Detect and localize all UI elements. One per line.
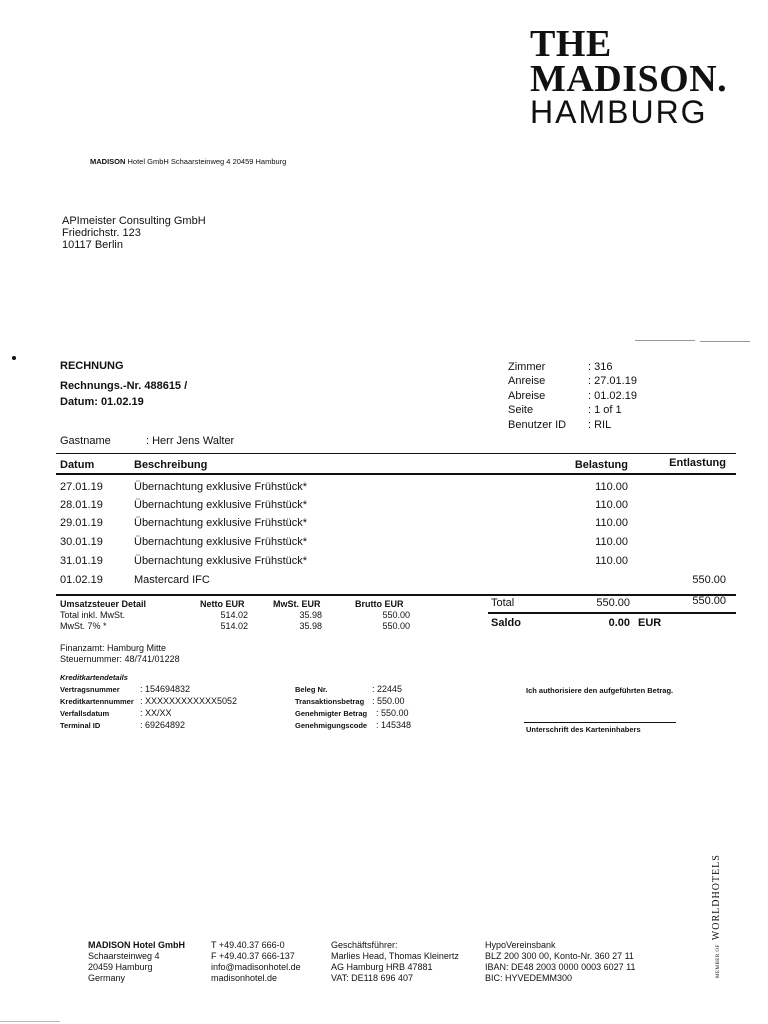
- footer-management-names: Marlies Head, Thomas Kleinertz: [331, 951, 459, 961]
- transaction-amount-value: : 550.00: [372, 696, 405, 706]
- footer-bank-iban: IBAN: DE48 2003 0000 0003 6027 11: [485, 962, 636, 972]
- total-charge: 550.00: [596, 597, 630, 609]
- footer-company-country: Germany: [88, 973, 126, 983]
- row-charge: 110.00: [595, 481, 628, 493]
- recipient-street: Friedrichstr. 123: [62, 227, 141, 239]
- footer-bank-name: HypoVereinsbank: [485, 940, 556, 950]
- table-row: [58, 481, 728, 499]
- card-expiry-label: Verfallsdatum: [60, 709, 110, 718]
- tax-row-net: 514.02: [220, 621, 248, 631]
- tax-row-gross: 550.00: [382, 610, 410, 620]
- guest-value: : Herr Jens Walter: [146, 435, 235, 447]
- worldhotels-mark: [706, 854, 724, 978]
- footer-company-name: MADISON Hotel GmbH: [88, 940, 186, 950]
- row-description: Übernachtung exklusive Frühstück*: [134, 536, 308, 548]
- approval-code-value: : 145348: [376, 720, 412, 730]
- recipient-company: APImeister Consulting GmbH: [62, 215, 206, 227]
- invoice-title: RECHNUNG: [60, 360, 124, 372]
- invoice-date: Datum: 01.02.19: [60, 396, 144, 408]
- footer-bank-bic: BIC: HYVEDEMM300: [485, 973, 573, 983]
- approved-amount-label: Genehmigter Betrag: [295, 709, 368, 718]
- receipt-number-label: Beleg Nr.: [295, 685, 328, 694]
- footer-registry: AG Hamburg HRB 47881: [331, 962, 433, 972]
- card-title: Kreditkartendetails: [60, 673, 128, 682]
- table-row: [58, 517, 728, 535]
- sender-brand: MADISON: [90, 157, 126, 166]
- meta-user-value: : RIL: [588, 419, 612, 431]
- worldhotels-member: MEMBER OF: [716, 944, 721, 978]
- tax-row-gross: 550.00: [382, 621, 410, 631]
- table-row: [58, 536, 728, 554]
- logo-line-the: THE: [530, 23, 612, 65]
- signature-line: [524, 722, 676, 723]
- footer-bank: [485, 940, 635, 984]
- meta-page-value: : 1 of 1: [588, 404, 622, 416]
- approved-amount-value: : 550.00: [376, 708, 409, 718]
- tax-row-vat: 35.98: [299, 621, 322, 631]
- row-charge: 110.00: [595, 499, 628, 511]
- header-date: Datum: [60, 459, 95, 471]
- guest-label: Gastname: [60, 435, 111, 447]
- signature-label: Unterschrift des Karteninhabers: [526, 725, 641, 734]
- meta-arrival-value: : 27.01.19: [588, 375, 637, 387]
- row-date: 01.02.19: [60, 574, 103, 586]
- table-header-rule: [56, 473, 736, 475]
- header-credit: Entlastung: [669, 457, 726, 469]
- row-date: 28.01.19: [60, 499, 103, 511]
- tax-row-label: Total inkl. MwSt.: [60, 610, 126, 620]
- row-date: 30.01.19: [60, 536, 103, 548]
- tax-row-vat: 35.98: [299, 610, 322, 620]
- balance-value: 0.00: [608, 617, 630, 629]
- tax-row-label: MwSt. 7% *: [60, 621, 107, 631]
- tax-header-vat: MwSt. EUR: [273, 599, 321, 609]
- worldhotels-brand: WORLDHOTELS: [711, 854, 722, 941]
- table-row: [58, 574, 728, 592]
- card-number-label: Kreditkartennummer: [60, 697, 134, 706]
- meta-page-label: Seite: [508, 404, 534, 416]
- table-row: [58, 499, 728, 517]
- card-terminal-value: : 69264892: [140, 720, 186, 730]
- row-date: 29.01.19: [60, 517, 103, 529]
- scan-dot: [12, 356, 16, 360]
- row-date: 27.01.19: [60, 481, 103, 493]
- finance-office: Finanzamt: Hamburg Mitte: [60, 643, 167, 653]
- balance-label: Saldo: [491, 617, 521, 629]
- sender-line: [90, 157, 286, 166]
- table-bottom-rule: [56, 594, 736, 596]
- header-description: Beschreibung: [134, 459, 208, 471]
- scan-mark-line: [700, 341, 750, 342]
- footer-company: [88, 940, 185, 984]
- totals-rule: [488, 612, 736, 614]
- tax-title: Umsatzsteuer Detail: [60, 599, 147, 609]
- footer-company-street: Schaarsteinweg 4: [88, 951, 160, 961]
- transaction-amount-label: Transaktionsbetrag: [295, 697, 365, 706]
- footer-website: madisonhotel.de: [211, 973, 278, 983]
- footer-bank-account: BLZ 200 300 00, Konto-Nr. 360 27 11: [485, 951, 634, 961]
- footer-company-city: 20459 Hamburg: [88, 962, 153, 972]
- footer-vat: VAT: DE118 696 407: [331, 973, 414, 983]
- balance-currency: EUR: [638, 617, 662, 629]
- sender-address: Hotel GmbH Schaarsteinweg 4 20459 Hamburg: [127, 157, 287, 166]
- card-terminal-label: Terminal ID: [60, 721, 101, 730]
- footer-management: [331, 940, 459, 984]
- approval-code-label: Genehmigungscode: [295, 721, 368, 730]
- meta-departure-label: Abreise: [508, 390, 546, 402]
- header-charge: Belastung: [574, 459, 628, 471]
- row-credit: 550.00: [692, 574, 726, 586]
- row-description: Mastercard IFC: [134, 574, 210, 586]
- footer-email: info@madisonhotel.de: [211, 962, 301, 972]
- recipient-city: 10117 Berlin: [62, 239, 123, 251]
- footer-management-title: Geschäftsführer:: [331, 940, 398, 950]
- card-number-value: : XXXXXXXXXXXX5052: [140, 696, 238, 706]
- footer-fax: F +49.40.37 666-137: [211, 951, 295, 961]
- meta-arrival-label: Anreise: [508, 375, 546, 387]
- row-description: Übernachtung exklusive Frühstück*: [134, 481, 308, 493]
- tax-header-net: Netto EUR: [200, 599, 245, 609]
- logo-line-hamburg: HAMBURG: [530, 94, 708, 130]
- finance-tax-number: Steuernummer: 48/741/01228: [60, 654, 180, 664]
- meta-room-label: Zimmer: [508, 361, 546, 373]
- receipt-number-value: : 22445: [372, 684, 403, 694]
- total-credit: 550.00: [692, 595, 726, 607]
- meta-room-value: : 316: [588, 361, 613, 373]
- authorize-text: Ich authorisiere den aufgeführten Betrag.: [526, 686, 674, 695]
- card-contract-value: : 154694832: [140, 684, 191, 694]
- meta-user-label: Benutzer ID: [508, 419, 567, 431]
- row-date: 31.01.19: [60, 555, 103, 567]
- card-contract-label: Vertragsnummer: [60, 685, 120, 694]
- row-charge: 110.00: [595, 555, 628, 567]
- footer-phone: T +49.40.37 666-0: [211, 940, 285, 950]
- tax-header-gross: Brutto EUR: [355, 599, 404, 609]
- row-description: Übernachtung exklusive Frühstück*: [134, 517, 308, 529]
- logo-line-madison: MADISON.: [530, 58, 728, 100]
- row-description: Übernachtung exklusive Frühstück*: [134, 555, 308, 567]
- tax-row-net: 514.02: [220, 610, 248, 620]
- meta-block: [508, 361, 708, 437]
- table-top-rule: [56, 453, 736, 454]
- row-description: Übernachtung exklusive Frühstück*: [134, 499, 308, 511]
- scan-mark-line: [635, 340, 695, 341]
- total-label: Total: [491, 597, 515, 609]
- row-charge: 110.00: [595, 517, 628, 529]
- row-charge: 110.00: [595, 536, 628, 548]
- footer-contact: [211, 940, 301, 984]
- table-row: [58, 555, 728, 573]
- meta-departure-value: : 01.02.19: [588, 390, 637, 402]
- card-expiry-value: : XX/XX: [140, 708, 172, 718]
- scan-mark-line: [0, 1021, 60, 1022]
- invoice-number: Rechnungs.-Nr. 488615 /: [60, 380, 188, 392]
